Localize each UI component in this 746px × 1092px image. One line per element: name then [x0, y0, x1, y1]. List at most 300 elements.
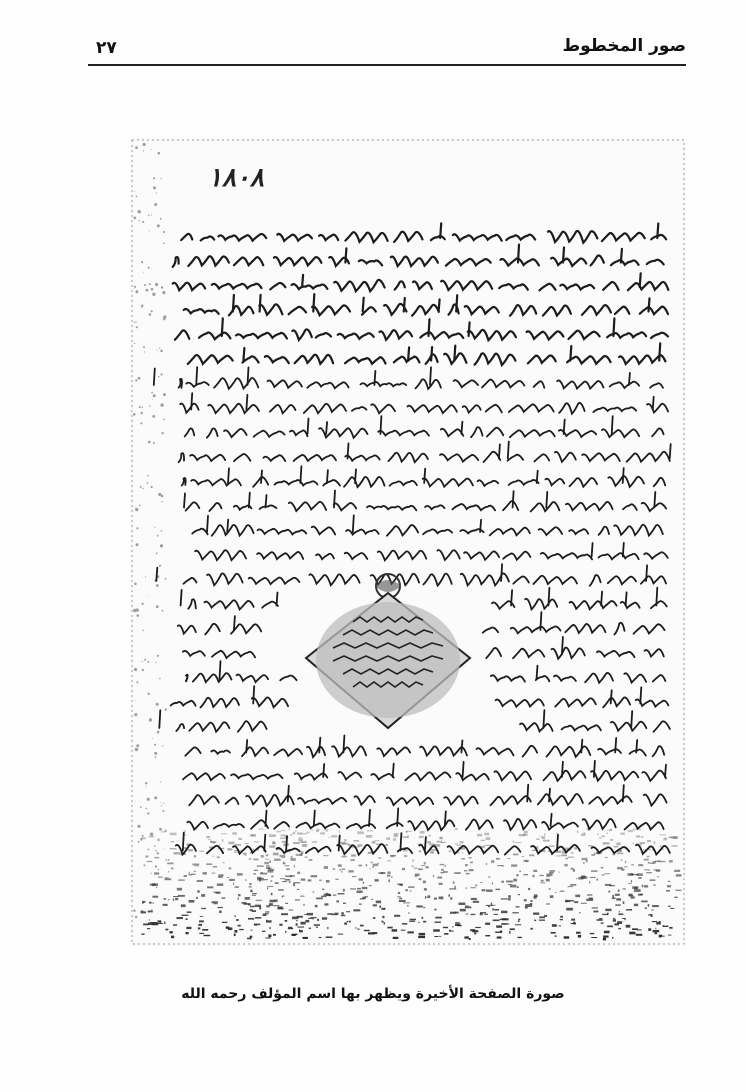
scan-noise	[637, 844, 642, 845]
paper-speck	[143, 346, 145, 348]
paper-speck	[155, 283, 158, 286]
scan-noise	[406, 831, 408, 834]
scan-noise	[357, 888, 361, 890]
scan-noise	[155, 922, 158, 924]
scan-noise	[238, 925, 241, 927]
scan-noise	[453, 881, 455, 883]
scan-noise	[453, 852, 459, 853]
scan-noise	[439, 936, 441, 937]
paper-speck	[139, 406, 141, 408]
scan-noise	[290, 875, 295, 877]
handwriting-stroke	[623, 468, 624, 483]
scan-noise	[252, 895, 256, 896]
scan-noise	[461, 858, 465, 860]
paper-speck	[158, 376, 160, 378]
paper-speck	[135, 290, 138, 293]
paper-speck	[147, 482, 149, 484]
scan-noise	[486, 863, 487, 865]
scan-noise	[419, 878, 422, 880]
scan-noise	[508, 895, 511, 898]
scan-noise	[448, 894, 450, 896]
scan-noise	[522, 856, 524, 857]
scan-noise	[273, 934, 276, 936]
scan-noise	[305, 857, 308, 858]
scan-noise	[249, 886, 252, 887]
handwriting-stroke	[581, 740, 582, 753]
scan-noise	[638, 877, 641, 879]
scan-noise	[452, 926, 454, 927]
handwriting-stroke	[326, 422, 327, 434]
scan-noise	[549, 872, 554, 874]
scan-noise	[196, 829, 197, 830]
handwriting-stroke	[454, 346, 455, 361]
scan-noise	[657, 876, 659, 877]
scan-noise	[647, 856, 650, 858]
scan-noise	[141, 934, 144, 935]
scan-noise	[648, 928, 651, 931]
scan-noise	[509, 931, 510, 934]
scan-noise	[666, 890, 670, 892]
scan-noise	[293, 882, 300, 883]
scan-noise	[187, 911, 192, 913]
scan-noise	[212, 901, 218, 903]
scan-noise	[311, 875, 318, 877]
scan-noise	[500, 919, 507, 921]
handwriting-stroke	[404, 298, 405, 312]
scan-noise	[350, 859, 355, 861]
scan-noise	[213, 866, 217, 868]
scan-noise	[269, 834, 276, 837]
scan-noise	[662, 848, 664, 850]
scan-noise	[535, 846, 538, 849]
scan-noise	[277, 831, 282, 833]
scan-noise	[204, 935, 211, 936]
scan-noise	[283, 844, 285, 845]
scan-noise	[501, 881, 504, 883]
handwriting-stroke	[570, 346, 571, 360]
scan-noise	[155, 865, 157, 867]
scan-noise	[650, 863, 655, 864]
scan-noise	[397, 896, 401, 897]
paper-speck	[136, 543, 139, 546]
scan-noise	[357, 831, 364, 834]
scan-noise	[626, 925, 631, 928]
scan-noise	[602, 914, 608, 915]
scan-noise	[329, 837, 330, 838]
scan-noise	[475, 885, 477, 887]
scan-noise	[382, 916, 384, 918]
scan-noise	[513, 841, 514, 843]
handwriting-stroke	[439, 299, 440, 311]
scan-noise	[564, 864, 568, 867]
scan-noise	[415, 874, 420, 877]
scan-noise	[443, 871, 448, 873]
scan-noise	[634, 904, 638, 907]
scan-noise	[285, 931, 287, 933]
handwriting-stroke	[623, 785, 624, 801]
handwriting-stroke	[191, 393, 192, 409]
scan-noise	[259, 907, 261, 910]
scan-noise	[251, 930, 253, 931]
paper-speck	[149, 313, 152, 316]
paper-speck	[156, 192, 157, 193]
scan-noise	[399, 898, 402, 900]
paper-speck	[148, 849, 150, 851]
scan-noise	[194, 855, 196, 857]
scan-noise	[517, 937, 522, 938]
scan-noise	[285, 903, 288, 904]
scan-noise	[285, 920, 288, 922]
scan-noise	[235, 844, 241, 846]
paper-speck	[163, 231, 165, 233]
scan-noise	[154, 857, 159, 859]
scan-noise	[541, 880, 544, 882]
handwriting-stroke	[562, 762, 563, 777]
paper-speck	[154, 796, 157, 799]
scan-noise	[194, 871, 197, 872]
handwriting-stroke	[227, 520, 228, 532]
scan-noise	[375, 879, 379, 881]
scan-noise	[171, 868, 174, 870]
scan-noise	[568, 886, 574, 887]
handwriting-stroke	[463, 762, 464, 777]
paper-speck	[151, 288, 154, 291]
scan-noise	[427, 841, 431, 843]
scan-noise	[348, 844, 352, 846]
scan-noise	[299, 930, 303, 932]
scan-noise	[544, 915, 547, 917]
handwriting-stroke	[649, 298, 650, 311]
scan-noise	[372, 866, 374, 868]
paper-speck	[141, 261, 143, 263]
scan-noise	[234, 934, 236, 937]
paper-speck	[148, 267, 150, 269]
scan-noise	[316, 829, 320, 831]
scan-noise	[379, 906, 381, 909]
scan-noise	[189, 872, 190, 874]
scan-noise	[632, 928, 638, 930]
scan-noise	[393, 838, 396, 840]
scan-noise	[232, 832, 237, 835]
paper-speck	[161, 805, 162, 806]
scan-noise	[470, 887, 476, 888]
scan-noise	[501, 898, 508, 899]
scan-noise	[143, 924, 148, 926]
scan-noise	[180, 853, 186, 855]
scan-noise	[320, 832, 325, 834]
scan-noise	[516, 906, 520, 907]
header-title: صور المخطوط	[562, 36, 686, 56]
scan-noise	[482, 889, 486, 891]
scan-noise	[613, 919, 616, 922]
scan-noise	[536, 839, 539, 841]
scan-noise	[202, 929, 208, 931]
scan-noise	[357, 844, 362, 846]
scan-noise	[617, 921, 622, 924]
paper-speck	[133, 413, 136, 416]
paper-speck	[162, 291, 165, 294]
scan-noise	[549, 870, 555, 872]
scan-noise	[670, 908, 674, 909]
scan-noise	[475, 927, 481, 928]
scan-noise	[558, 872, 559, 873]
scan-noise	[508, 898, 511, 900]
scan-noise	[424, 888, 427, 890]
scan-noise	[523, 834, 528, 836]
scan-noise	[167, 863, 173, 865]
scan-noise	[296, 923, 298, 926]
scan-noise	[657, 860, 660, 862]
scan-noise	[297, 872, 300, 874]
scan-noise	[363, 882, 364, 884]
scan-noise	[524, 899, 527, 901]
scan-noise	[562, 851, 567, 853]
scan-noise	[560, 891, 565, 892]
scan-noise	[434, 898, 437, 900]
scan-noise	[174, 852, 181, 854]
scan-noise	[574, 847, 577, 849]
paper-speck	[149, 406, 150, 407]
scan-noise	[266, 920, 267, 922]
scan-noise	[158, 920, 162, 922]
scan-noise	[338, 934, 343, 935]
scan-noise	[403, 836, 409, 838]
scan-noise	[620, 833, 625, 835]
handwriting-stroke	[343, 736, 344, 753]
handwriting-stroke	[563, 248, 564, 263]
scan-noise	[484, 845, 491, 846]
paper-speck	[163, 393, 166, 396]
scan-noise	[617, 867, 623, 870]
scan-noise	[435, 917, 442, 919]
handwriting-stroke	[626, 592, 627, 605]
scan-noise	[273, 853, 279, 856]
scan-noise	[492, 908, 494, 910]
paper-speck	[147, 595, 148, 596]
scan-noise	[186, 918, 188, 920]
handwriting-stroke	[159, 710, 160, 728]
handwriting-stroke	[445, 811, 446, 826]
handwriting-stroke	[537, 471, 538, 483]
paper-speck	[153, 394, 156, 397]
paper-speck	[151, 310, 153, 312]
scan-noise	[525, 904, 532, 907]
scan-noise	[157, 839, 159, 842]
scan-noise	[265, 859, 269, 860]
scan-noise	[354, 840, 360, 842]
handwriting-stroke	[456, 295, 457, 311]
scan-noise	[161, 831, 166, 832]
scan-noise	[357, 891, 363, 894]
paper-speck	[140, 422, 142, 424]
paper-speck	[145, 782, 147, 784]
scan-noise	[165, 859, 167, 860]
scan-noise	[460, 909, 466, 912]
scan-noise	[610, 829, 612, 832]
handwriting-stroke	[537, 666, 538, 679]
scan-noise	[571, 852, 574, 853]
scan-noise	[267, 887, 268, 889]
scan-noise	[640, 842, 646, 844]
scan-noise	[292, 832, 295, 834]
handwriting-stroke	[501, 564, 502, 581]
handwriting-stroke	[670, 444, 671, 459]
scan-noise	[674, 870, 680, 872]
handwriting-stroke	[461, 422, 462, 434]
paper-speck	[152, 738, 153, 739]
paper-speck	[134, 583, 137, 586]
scan-noise	[209, 846, 213, 848]
scan-noise	[571, 868, 574, 870]
paper-speck	[135, 916, 137, 918]
scan-noise	[386, 837, 390, 840]
scan-noise	[246, 845, 248, 847]
scan-noise	[309, 928, 311, 929]
scan-noise	[576, 932, 581, 934]
scan-noise	[316, 927, 318, 928]
paper-speck	[152, 293, 155, 296]
paper-speck	[151, 909, 152, 910]
scan-noise	[168, 899, 170, 900]
scan-noise	[184, 875, 187, 877]
handwriting-stroke	[207, 516, 208, 532]
scan-noise	[526, 860, 528, 862]
scan-noise	[531, 928, 533, 930]
scan-noise	[484, 914, 488, 915]
paper-speck	[165, 578, 167, 580]
scan-noise	[421, 865, 425, 866]
scan-noise	[528, 888, 530, 890]
handwriting-stroke	[549, 789, 550, 802]
handwriting-stroke	[611, 690, 612, 703]
handwriting-stroke	[469, 322, 470, 336]
scan-noise	[173, 896, 179, 897]
paper-speck	[136, 681, 138, 683]
scan-noise	[207, 886, 213, 888]
scan-noise	[481, 840, 485, 841]
scan-noise	[669, 927, 672, 929]
scan-noise	[618, 890, 620, 892]
scan-noise	[372, 841, 376, 844]
paper-speck	[160, 373, 162, 375]
scan-noise	[348, 870, 353, 872]
scan-noise	[149, 903, 154, 904]
scan-noise	[562, 849, 564, 851]
scan-noise	[583, 862, 584, 864]
paper-speck	[143, 143, 146, 146]
handwriting-stroke	[266, 495, 267, 508]
scan-noise	[255, 917, 261, 919]
handwriting-stroke	[592, 543, 593, 557]
scan-noise	[403, 850, 408, 851]
scan-noise	[326, 880, 330, 883]
scan-noise	[412, 865, 414, 866]
scan-noise	[659, 834, 666, 835]
scan-noise	[546, 876, 550, 877]
paper-speck	[136, 322, 137, 323]
scan-noise	[460, 841, 464, 843]
paper-speck	[156, 605, 159, 608]
paper-speck	[150, 833, 153, 836]
scan-noise	[618, 928, 621, 929]
scan-noise	[171, 841, 174, 842]
scan-noise	[262, 931, 266, 932]
handwriting-stroke	[546, 492, 547, 508]
scan-noise	[177, 888, 182, 891]
scan-noise	[653, 930, 660, 932]
scan-noise	[276, 848, 279, 849]
handwriting-stroke	[397, 808, 398, 826]
scan-noise	[387, 927, 392, 929]
scan-noise	[316, 898, 323, 900]
scan-noise	[247, 938, 249, 939]
paper-speck	[162, 501, 163, 502]
scan-noise	[281, 913, 288, 915]
scan-noise	[336, 900, 339, 902]
scan-noise	[621, 860, 623, 861]
scan-noise	[370, 868, 371, 869]
scan-noise	[394, 915, 400, 917]
scan-noise	[264, 862, 269, 864]
paper-speck	[157, 655, 159, 657]
scan-noise	[494, 914, 498, 915]
scan-noise	[199, 851, 204, 852]
scan-noise	[301, 879, 306, 881]
scan-noise	[373, 904, 377, 906]
scan-noise	[227, 877, 229, 878]
scan-noise	[596, 852, 598, 854]
handwriting-stroke	[249, 493, 250, 508]
scan-noise	[464, 870, 467, 871]
scan-noise	[603, 936, 609, 938]
scan-noise	[539, 916, 545, 918]
scan-noise	[404, 855, 407, 857]
scan-noise	[184, 847, 187, 849]
scan-noise	[618, 913, 623, 915]
scan-noise	[384, 908, 386, 909]
scan-noise	[668, 906, 670, 907]
scan-noise	[634, 887, 637, 889]
scan-noise	[545, 830, 546, 831]
scan-noise	[587, 828, 591, 830]
scan-noise	[257, 878, 264, 881]
scan-noise	[322, 917, 327, 919]
scan-noise	[419, 933, 425, 936]
scan-noise	[486, 890, 493, 892]
paper-speck	[157, 852, 159, 854]
scan-noise	[170, 833, 177, 836]
scan-noise	[339, 869, 341, 870]
scan-noise	[217, 884, 224, 886]
scan-noise	[359, 865, 363, 867]
handwriting-stroke	[243, 348, 244, 361]
scan-noise	[346, 911, 350, 912]
scan-noise	[150, 884, 156, 886]
scan-noise	[497, 937, 502, 939]
scan-noise	[341, 915, 345, 916]
paper-speck	[142, 603, 144, 605]
scan-noise	[617, 853, 623, 854]
scan-noise	[384, 922, 385, 925]
scan-noise	[524, 831, 528, 834]
scan-noise	[371, 862, 373, 863]
scan-noise	[597, 919, 603, 921]
scan-noise	[518, 894, 520, 895]
handwriting-stroke	[348, 443, 349, 458]
handwriting-stroke	[184, 493, 185, 507]
scan-noise	[645, 850, 647, 852]
scan-noise	[194, 865, 199, 866]
